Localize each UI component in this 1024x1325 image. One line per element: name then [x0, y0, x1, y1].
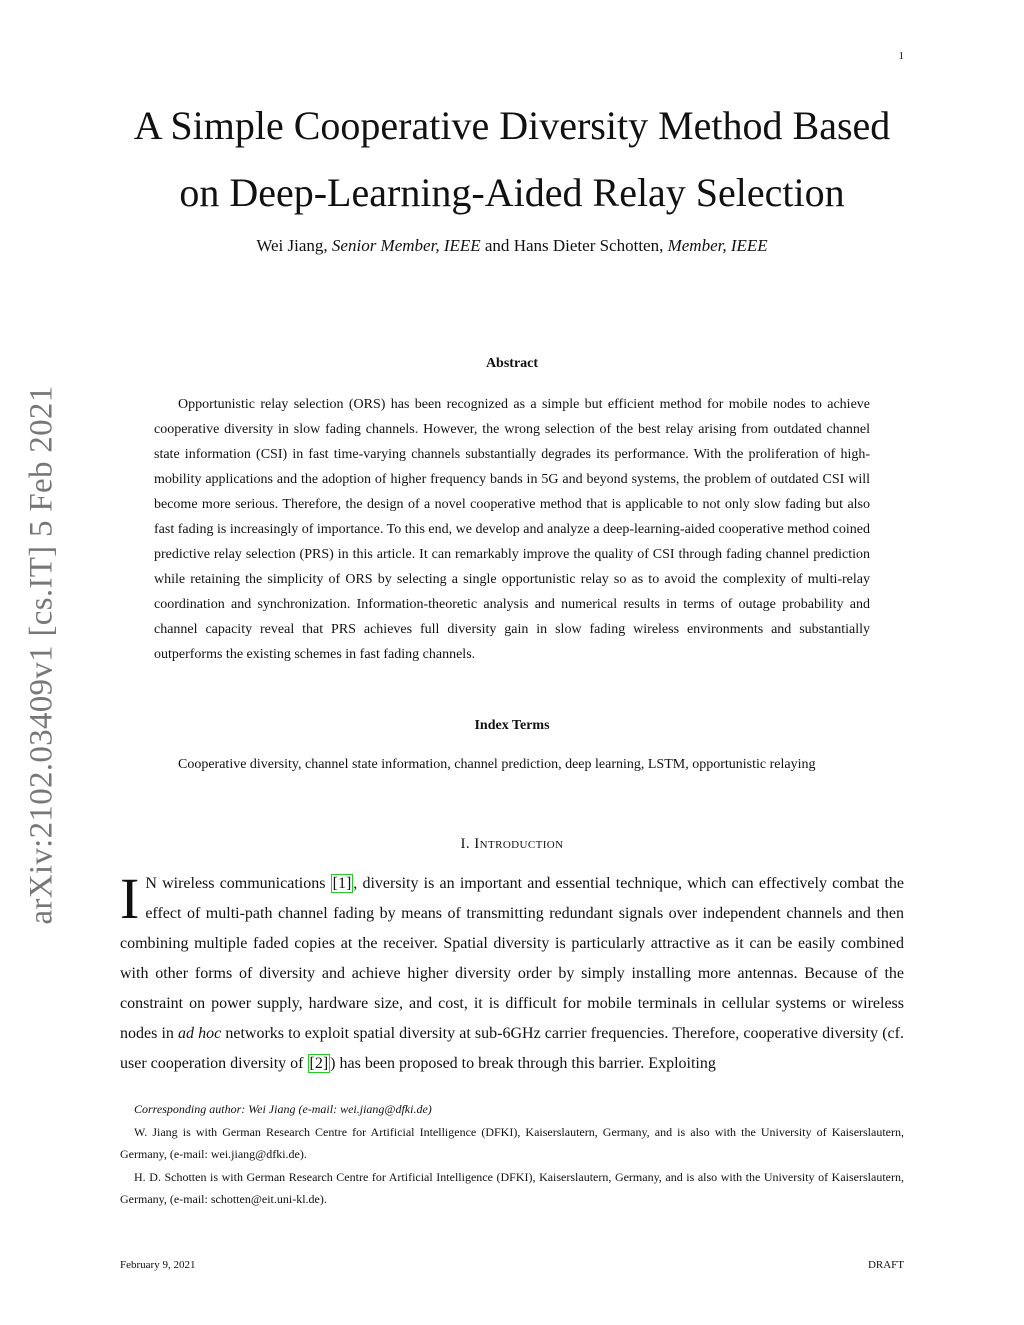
- footer-date: February 9, 2021: [120, 1259, 196, 1271]
- intro-text-part-4: ) has been proposed to break through this barrier. Exploiting: [330, 1055, 716, 1072]
- introduction-paragraph: [120, 866, 904, 1079]
- intro-text-part-3: networks to exploit spatial diversity at sub-6GHz carrier frequencies. Therefore, cooperative diversity (cf. user cooperation diversity of: [120, 1025, 904, 1072]
- index-terms-text: Cooperative diversity, channel state information, channel prediction, deep learning, LSTM, opportunistic relaying: [178, 757, 816, 772]
- intro-italic-term: ad hoc: [178, 1025, 222, 1042]
- section-title: Introduction: [474, 836, 564, 852]
- author-conjunction: and: [484, 236, 510, 255]
- abstract-heading: Abstract: [485, 356, 539, 371]
- abstract-text: Opportunistic relay selection (ORS) has been recognized as a simple but efficient method for mobile nodes to achieve cooperative diversity in slow fading channels. However, the wrong selection of the best relay arising from outdated channel state information (CSI) in fast time-varying channels substantially degrades its performance. With the proliferation of high-mobility applications and the adoption of higher frequency bands in 5G and beyond systems, the problem of outdated CSI will become more serious. Therefore, the design of a novel cooperative method that is applicable to not only slow fading but also fast fading is increasingly of importance. To this end, we develop and analyze a deep-learning-aided cooperative method coined predictive relay selection (PRS) in this article. It can remarkably improve the quality of CSI through fading channel prediction while retaining the simplicity of ORS by selecting a single opportunistic relay so as to avoid the complexity of multi-relay coordination and synchronization. Information-theoretic analysis and numerical results in terms of outage probability and channel capacity reveal that PRS achieves full diversity gain in slow fading wireless environments and substantially outperforms the existing schemes in fast fading channels.: [154, 397, 870, 662]
- footnote-affiliation-jiang: W. Jiang is with German Research Centre for Artificial Intelligence (DFKI), Kaiserslautern, Germany, and is also with the University of Kaiserslautern, Germany, (e-mail: wei.jiang@dfki.de).: [120, 1125, 904, 1161]
- author-1-role: Senior Member, IEEE: [331, 236, 481, 255]
- author-2-name: Hans Dieter Schotten,: [513, 236, 664, 255]
- title-line-2: on Deep-Learning-Aided Relay Selection: [179, 170, 845, 215]
- footnote-corresponding-author: Corresponding author: Wei Jiang (e-mail: wei.jiang@dfki.de): [134, 1102, 432, 1116]
- page-number: 1: [898, 50, 904, 62]
- citation-link-1[interactable]: [1]: [332, 875, 352, 892]
- citation-link-2[interactable]: [2]: [309, 1055, 329, 1072]
- author-1-name: Wei Jiang,: [256, 236, 328, 255]
- drop-cap-letter: I: [120, 866, 140, 931]
- section-heading-introduction: [100, 836, 924, 853]
- footnotes: [120, 1098, 904, 1211]
- intro-text-part-1: N wireless communications: [145, 875, 331, 892]
- section-number: I.: [460, 836, 471, 852]
- title-line-1: A Simple Cooperative Diversity Method Based: [133, 103, 891, 148]
- arxiv-identifier-stamp: arXiv:2102.03409v1 [cs.IT] 5 Feb 2021: [23, 385, 60, 925]
- footnote-affiliation-schotten: H. D. Schotten is with German Research Centre for Artificial Intelligence (DFKI), Kaiserslautern, Germany, and is also with the University of Kaiserslautern, Germany, (e-mail: schotten@eit.uni-kl.de).: [120, 1170, 904, 1206]
- footer-draft-label: DRAFT: [867, 1259, 904, 1271]
- index-terms-heading: Index Terms: [474, 718, 550, 733]
- author-2-role: Member, IEEE: [667, 236, 768, 255]
- author-list: [100, 236, 924, 256]
- paper-title: [100, 92, 924, 226]
- intro-text-part-2: , diversity is an important and essential technique, which can effectively combat the effect of multi-path channel fading by means of transmitting redundant signals over independent channels and then combining multiple faded copies at the receiver. Spatial diversity is particularly attractive as it can be easily combined with other forms of diversity and achieve higher diversity order by simply installing more antennas. Because of the constraint on power supply, hardware size, and cost, it is difficult for mobile terminals in cellular systems or wireless nodes in: [120, 875, 904, 1042]
